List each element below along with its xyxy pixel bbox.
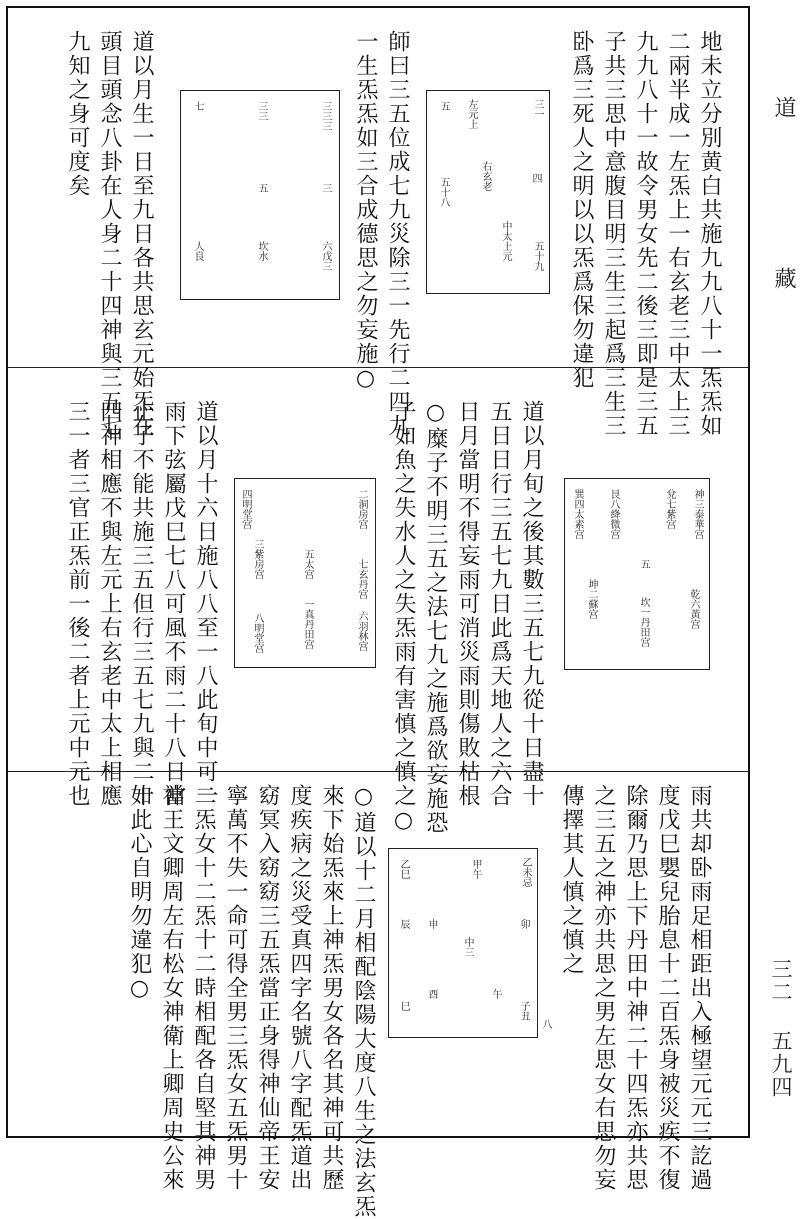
diagram-cell: 五 bbox=[438, 101, 449, 111]
text-column: 之三五之神亦共思之男左思女右思勿妄 bbox=[591, 784, 616, 1192]
diagram-cell: 三一 bbox=[532, 99, 543, 119]
text-column: 一生炁炁如三合成德思之勿妄施○ bbox=[353, 30, 378, 393]
diagram-cell: 甲午 bbox=[470, 859, 481, 879]
text-column: 卧爲三死人之明以以炁爲保勿違犯 bbox=[569, 30, 594, 390]
text-column: 二炁女十二炁十二時相配各自堅其神男 bbox=[191, 784, 216, 1192]
text-column: 傳擇其人慎之慎之 bbox=[559, 784, 584, 976]
text-column: 四神相應不與左元上右玄老中太上相應 bbox=[97, 400, 122, 808]
page-number: 三二 五九四 bbox=[769, 958, 793, 1099]
text-column: 如此心自明勿違犯○ bbox=[127, 784, 152, 1003]
panel-top bbox=[8, 8, 748, 438]
text-column: 五日日行三五七九日此爲天地人之六合 bbox=[487, 400, 512, 808]
diagram-cell: 坤二蘇宫 bbox=[586, 579, 597, 619]
diagram-cell: 五十九 bbox=[532, 241, 543, 271]
diagram-cell: 四 bbox=[530, 173, 541, 183]
diagram-box bbox=[180, 90, 340, 300]
diagram-cell: 中太上元 bbox=[500, 221, 511, 261]
diagram-cell: 酉 bbox=[426, 989, 437, 999]
diagram-cell: 午 bbox=[490, 989, 501, 999]
diagram-cell: 坎一丹田宫 bbox=[638, 597, 649, 647]
text-column: 日月當明不得妄雨可消災雨則傷敗枯根 bbox=[455, 400, 480, 808]
text-column: ○糜子不明三五之法七九之施爲欲妄施恐 bbox=[423, 400, 448, 835]
diagram-cell: 五十八 bbox=[438, 177, 449, 207]
diagram-cell: 神三泰華宫 bbox=[692, 489, 703, 539]
diagram-cell: 七 bbox=[192, 101, 203, 111]
diagram-box bbox=[426, 90, 550, 294]
diagram-cell: 一真丹田宫 bbox=[302, 599, 313, 649]
diagram-cell: 右玄老 bbox=[480, 161, 491, 191]
diagram-cell: 人良 bbox=[192, 241, 203, 261]
diagram-cell: 中三 bbox=[462, 937, 473, 957]
diagram-cell: 五 bbox=[638, 559, 649, 569]
diagram-cell: 五 bbox=[256, 183, 267, 193]
text-column: 寧萬不失一命可得全男三炁女五炁男十 bbox=[223, 784, 248, 1192]
text-column: 度戊巳嬰兒胎息十二百炁身被災疾不復 bbox=[655, 784, 680, 1192]
diagram-cell: 艮八絳微宫 bbox=[608, 489, 619, 539]
text-column: 三一者三官正炁前一後二者上元中元也 bbox=[65, 400, 90, 808]
text-column: 來下始炁來上神炁男女各名其神可共歷 bbox=[319, 784, 344, 1192]
diagram-cell: 乾六黃宫 bbox=[688, 589, 699, 629]
text-column: ○道以十二月相配陰陽大度八生之法玄炁 bbox=[351, 784, 376, 1219]
diagram-cell: 三三三 bbox=[320, 101, 331, 131]
text-column: 雨下弦屬戊巳七八可風不雨二十八日當 bbox=[161, 400, 186, 808]
text-column: 道以月生一日至九日各共思玄元始炁在 bbox=[129, 30, 154, 438]
diagram-cell: 左元上 bbox=[466, 99, 477, 129]
text-column: 除爾乃思上下丹田中神二十四炁亦共思 bbox=[623, 784, 648, 1192]
diagram-cell: 四明堂宫 bbox=[240, 489, 251, 529]
panel-middle bbox=[8, 368, 748, 835]
diagram-cell: 六羽林宫 bbox=[356, 611, 367, 651]
text-column: 二兩半成一左炁上一右玄老三中太上三 bbox=[665, 30, 690, 438]
text-column: 道以月旬之後其數三五七九從十日盡十 bbox=[519, 400, 544, 808]
diagram-cell: 巽四太素宫 bbox=[572, 489, 583, 539]
diagram-cell: 坎水 bbox=[256, 241, 267, 261]
diagram-cell: 八明堂宫 bbox=[252, 613, 263, 653]
text-column: 止子不能共施三五但行三五七九與二十 bbox=[129, 400, 154, 808]
text-column: 九知之身可度矣 bbox=[65, 30, 90, 198]
text-column: 九九八十一故令男女先二後三即是三五 bbox=[633, 30, 658, 438]
panel-bottom bbox=[8, 772, 748, 1219]
text-column: 雨共却卧雨足相距出入極望元元三訖過 bbox=[687, 784, 712, 1192]
text-column: 度疾病之災受真四字名號八字配炁道出 bbox=[287, 784, 312, 1192]
book-title: 道 藏 bbox=[771, 96, 796, 351]
page-frame bbox=[6, 6, 750, 1219]
text-column: 頭目頭念八卦在人身二十四神與三五七 bbox=[97, 30, 122, 438]
text-column: 子共三思中意腹目明三生三起爲三生三 bbox=[601, 30, 626, 438]
text-column: 道以月十六日施八八至一八此旬中可一 bbox=[193, 400, 218, 808]
diagram-cell: 申 bbox=[426, 919, 437, 929]
diagram-cell: 乙巳 bbox=[398, 859, 409, 879]
text-column: 窈冥入窈窈三五炁當正身得神仙帝王安 bbox=[255, 784, 280, 1192]
diagram-cell: 辰 bbox=[398, 919, 409, 929]
diagram-box bbox=[564, 478, 710, 670]
diagram-cell: 六戊三 bbox=[320, 241, 331, 271]
text-column: 神王文卿周左右松女神衛上卿周史公來 bbox=[159, 784, 184, 1192]
diagram-cell: 乙未忌 bbox=[520, 857, 531, 887]
diagram-cell: 三三 bbox=[256, 101, 267, 121]
diagram-cell: 卯 bbox=[518, 919, 529, 929]
text-column: 地未立分別黄白共施九九八十一炁炁如 bbox=[697, 30, 722, 438]
diagram-cell: 八 bbox=[540, 1019, 551, 1029]
diagram-box bbox=[234, 478, 376, 668]
diagram-cell: 七玄丹宫 bbox=[356, 559, 367, 599]
diagram-cell: 子丑 bbox=[518, 1001, 529, 1021]
text-column: 師曰三五位成七九災除三一先行二四九 bbox=[385, 30, 410, 438]
diagram-cell: 兌七紫宫 bbox=[664, 489, 675, 529]
diagram-box bbox=[388, 848, 551, 1038]
text-column: 子如魚之失水人之失炁雨有害慎之慎之○ bbox=[391, 400, 416, 835]
diagram-cell: 二洞房宫 bbox=[356, 489, 367, 529]
diagram-cell: 三紫房宫 bbox=[252, 539, 263, 579]
diagram-cell: 五太宫 bbox=[302, 549, 313, 579]
diagram-cell: 三 bbox=[320, 183, 331, 193]
diagram-cell: 巳 bbox=[398, 1001, 409, 1011]
